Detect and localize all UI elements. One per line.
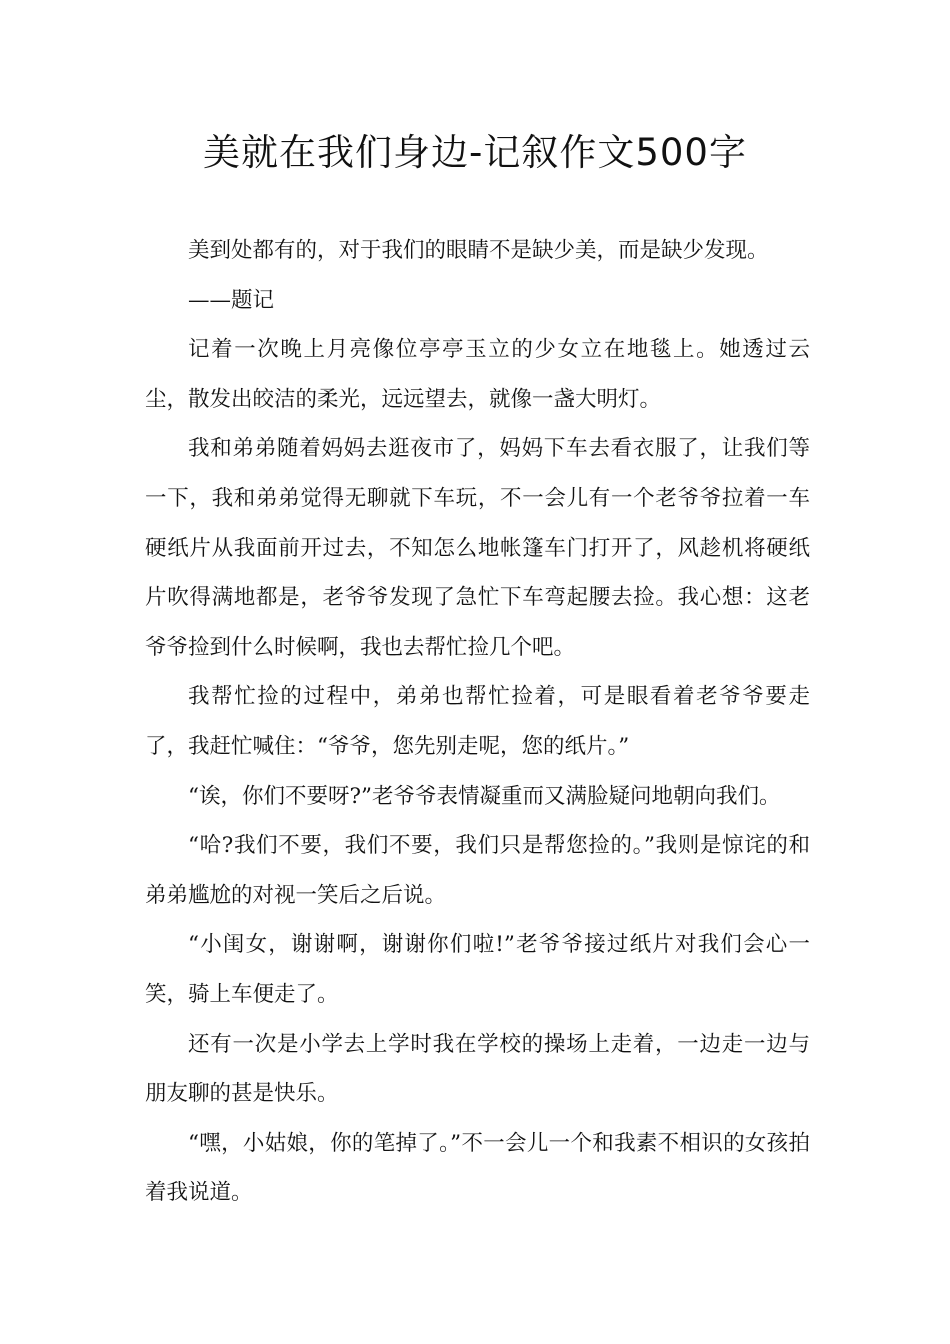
document-title: 美就在我们身边-记叙作文500字 bbox=[203, 131, 747, 174]
paragraph-epigraph-attribution: ——题记 bbox=[188, 287, 275, 313]
document-body bbox=[145, 226, 810, 1218]
paragraph-helping: 我帮忙捡的过程中，弟弟也帮忙捡着，可是眼看着老爷爷要走了，我赶忙喊住：“爷爷，您先别走呢，您的纸片。” bbox=[145, 684, 810, 759]
paragraph-thanks: “小闺女，谢谢啊，谢谢你们啦!”老爷爷接过纸片对我们会心一笑，骑上车便走了。 bbox=[145, 932, 810, 1007]
paragraph-night-market: 我和弟弟随着妈妈去逛夜市了，妈妈下车去看衣服了，让我们等一下，我和弟弟觉得无聊就下车玩，不一会儿有一个老爷爷拉着一车硬纸片从我面前开过去，不知怎么地帐篷车门打开了，风趁机将硬纸片吹得满地都是，老爷爷发现了急忙下车弯起腰去捡。我心想：这老爷爷捡到什么时候啊，我也去帮忙捡几个吧。 bbox=[145, 436, 810, 660]
paragraph-school: 还有一次是小学去上学时我在学校的操场上走着，一边走一边与朋友聊的甚是快乐。 bbox=[145, 1031, 810, 1107]
paragraph-pen: “嘿，小姑娘，你的笔掉了。”不一会儿一个和我素不相识的女孩拍着我说道。 bbox=[145, 1130, 810, 1206]
paragraph-reply: “哈?我们不要，我们不要，我们只是帮您捡的。”我则是惊诧的和弟弟尴尬的对视一笑后之后说。 bbox=[145, 833, 810, 908]
paragraph-grandpa-question: “诶，你们不要呀?”老爷爷表情凝重而又满脸疑问地朝向我们。 bbox=[188, 783, 781, 809]
paragraph-moon: 记着一次晚上月亮像位亭亭玉立的少女立在地毯上。她透过云尘，散发出皎洁的柔光，远远望去，就像一盏大明灯。 bbox=[145, 337, 810, 412]
paragraph-epigraph: 美到处都有的，对于我们的眼睛不是缺少美，而是缺少发现。 bbox=[188, 238, 769, 263]
